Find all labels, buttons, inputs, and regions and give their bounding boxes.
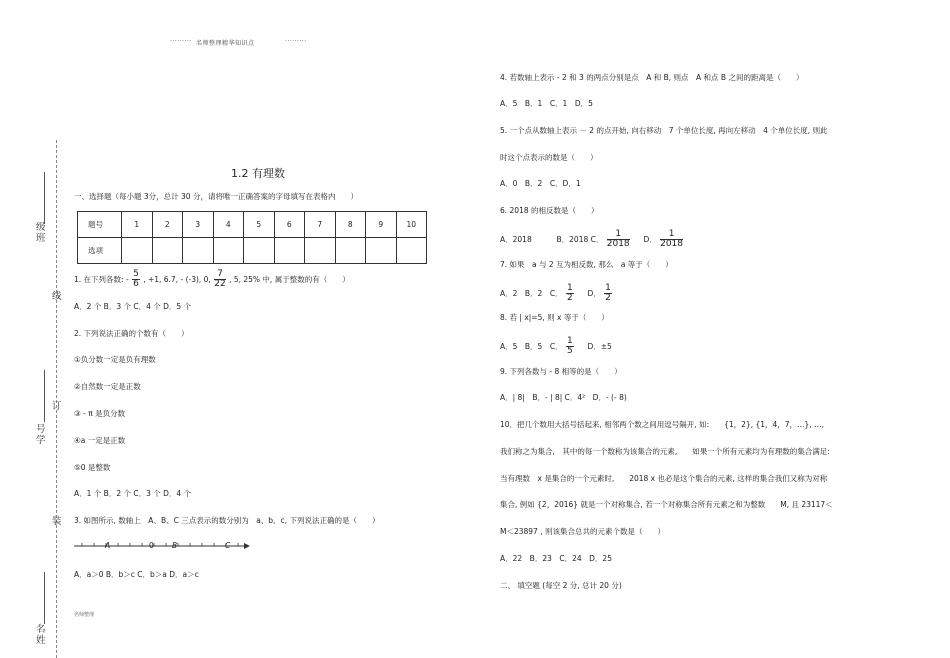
side-label-line: 线 xyxy=(52,291,62,302)
question-6: 6. 2018 的相反数是（ ） xyxy=(500,206,599,215)
q8-option-abc: A．5 B．5 C． xyxy=(500,341,563,351)
table-cell: 8 xyxy=(335,212,366,238)
question-4: 4. 若数轴上表示 - 2 和 3 的两点分别是点 A 和 B, 则点 A 和点 B 之间的距离是（ ） xyxy=(500,73,804,82)
binding-line xyxy=(44,572,45,624)
question-10-line-1: 10．把几个数用大括号括起来, 相邻两个数之间用逗号隔开, 如: {1，2}, {1，4，7，…}, …, xyxy=(500,420,824,429)
q7-option-d: D． xyxy=(587,288,601,298)
q2-options: A．1 个 B．2 个 C．3 个 D．4 个 xyxy=(74,489,192,498)
q6-option-a: A．2018 xyxy=(500,234,532,244)
question-7: 7. 如果 a 与 2 互为相反数, 那么 a 等于（ ） xyxy=(500,260,673,269)
table-header-label: 题号 xyxy=(78,212,122,238)
fraction xyxy=(607,230,630,250)
fraction xyxy=(214,270,225,290)
question-10-line-2: 我们称之为集合, 其中的每一个数称为该集合的元素, 如果一个所有元素均为有理数的集合满足: xyxy=(500,447,830,456)
numerator: 5 xyxy=(133,269,139,279)
denominator: 5 xyxy=(566,346,573,357)
side-label-zhuang: 装 xyxy=(52,516,62,527)
question-2: 2. 下列说法正确的个数有（ ） xyxy=(74,329,189,338)
q7-options xyxy=(500,284,613,304)
table-cell: 4 xyxy=(213,212,244,238)
q2-statement-1: ①负分数一定是负有理数 xyxy=(74,355,156,364)
answer-cell[interactable] xyxy=(274,238,305,264)
q8-option-d: D．±5 xyxy=(587,341,612,351)
answer-cell[interactable] xyxy=(122,238,153,264)
answer-cell[interactable] xyxy=(152,238,183,264)
answer-cell[interactable] xyxy=(244,238,275,264)
q2-statement-2: ②自然数一定是正数 xyxy=(74,382,141,391)
table-cell: 9 xyxy=(366,212,397,238)
side-label-ding: 订 xyxy=(52,401,62,412)
binding-line xyxy=(44,370,45,422)
answer-cell[interactable] xyxy=(366,238,397,264)
q2-statement-5: ⑤0 是整数 xyxy=(74,463,111,472)
denominator: 22 xyxy=(214,279,226,290)
section-1-heading: 一、选择题（每小题 3分，总计 30 分，请将唯一正确答案的字母填写在表格内 ） xyxy=(74,192,358,201)
answer-cell[interactable] xyxy=(396,238,427,264)
question-10-line-4: 集合, 例如 {2，2016} 就是一个对称集合, 若一个对称集合所有元素之和为整数 M, 且 23117＜ xyxy=(500,500,833,509)
point-label-origin: 0 xyxy=(149,541,154,550)
q10-options: A．22 B．23 C．24 D．25 xyxy=(500,554,612,563)
q9-options: A．| 8| B．- | 8| C．4² D．- (- 8) xyxy=(500,393,627,402)
q8-options xyxy=(500,337,612,357)
q1-options: A．2 个 B．3 个 C．4 个 D．5 个 xyxy=(74,302,192,311)
fraction xyxy=(660,230,683,250)
q2-statement-4: ④a 一定是正数 xyxy=(74,436,126,445)
q1-text-pre: 1. 在下列各数: - xyxy=(74,274,129,284)
page-title: 1.2 有理数 xyxy=(231,167,285,180)
q3-options: A．a＞0 B．b＞c C．b＞a D．a＞c xyxy=(74,570,199,579)
denominator: 2 xyxy=(605,293,611,304)
numerator: 1 xyxy=(660,230,683,240)
side-label-number: 号学 xyxy=(36,424,46,446)
table-cell: 2 xyxy=(152,212,183,238)
q6-option-d: D． xyxy=(643,234,657,244)
question-1 xyxy=(74,270,350,290)
numerator: 1 xyxy=(566,283,573,293)
q7-option-abc: A．2 B．2 C． xyxy=(500,288,563,298)
numerator: 7 xyxy=(214,270,225,280)
answer-cell[interactable] xyxy=(305,238,336,264)
q4-options: A．5 B．1 C．1 D．5 xyxy=(500,99,593,108)
denominator: 2018 xyxy=(660,239,684,250)
question-8: 8. 若 | x|=5, 则 x 等于（ ） xyxy=(500,313,609,322)
q6-options xyxy=(500,230,684,250)
fraction xyxy=(132,270,140,290)
table-cell: 3 xyxy=(183,212,214,238)
denominator: 2018 xyxy=(606,239,630,250)
q1-text-mid: , +1, 6.7, - (-3), 0, xyxy=(143,274,211,284)
header-dots-right: ········· xyxy=(285,38,307,45)
footer-text: 名师整理 xyxy=(74,612,95,618)
header-text: 名师整理精华知识点 xyxy=(196,40,255,47)
numerator: 1 xyxy=(605,283,611,293)
binding-line xyxy=(44,172,45,224)
table-cell: 10 xyxy=(396,212,427,238)
fraction xyxy=(604,284,612,304)
section-2-heading: 二、 填空题 (每空 2 分, 总计 20 分) xyxy=(500,581,622,590)
question-10-line-3: 当有理数 x 是集合的一个元素时, 2018 x 也必是这个集合的元素, 这样的集合我们又称为对称 xyxy=(500,474,828,483)
question-10-line-5: M＜23897 , 则该集合总共的元素个数是（ ） xyxy=(500,527,665,536)
header-dots-left: ········· xyxy=(170,38,192,45)
question-9: 9. 下列各数与 - 8 相等的是（ ） xyxy=(500,367,622,376)
numerator: 1 xyxy=(607,230,630,240)
q1-text-post: , 5, 25% 中, 属于整数的有（ ） xyxy=(229,274,350,284)
table-cell: 5 xyxy=(244,212,275,238)
table-row xyxy=(78,212,427,238)
q5-options: A．0 B．2 C．D．1 xyxy=(500,179,581,188)
numerator: 1 xyxy=(566,336,573,346)
denominator: 2 xyxy=(566,293,573,304)
table-cell: 7 xyxy=(305,212,336,238)
table-cell: 6 xyxy=(274,212,305,238)
answer-cell[interactable] xyxy=(335,238,366,264)
answer-cell[interactable] xyxy=(213,238,244,264)
side-label-name: 名姓 xyxy=(36,624,46,646)
fraction xyxy=(566,284,574,304)
side-label-class: 级班 xyxy=(36,222,46,244)
point-label-a: A xyxy=(105,541,111,550)
answer-table xyxy=(77,211,427,264)
point-label-b: B xyxy=(172,541,178,550)
point-label-c: C xyxy=(225,541,231,550)
table-row xyxy=(78,238,427,264)
denominator: 6 xyxy=(133,279,139,290)
answer-cell[interactable] xyxy=(183,238,214,264)
q6-option-b: B．2018 C． xyxy=(556,234,604,244)
q2-statement-3: ③ - π 是负分数 xyxy=(74,409,126,418)
question-5-line-2: 时这个点表示的数是（ ） xyxy=(500,153,598,162)
question-3: 3. 如图所示, 数轴上 A、B、C 三点表示的数分别为 a、b、c, 下列说法正确的是（ ） xyxy=(74,516,380,525)
table-answer-label: 选项 xyxy=(78,238,122,264)
fraction xyxy=(566,337,574,357)
question-5-line-1: 5. 一个点从数轴上表示 － 2 的点开始, 向右移动 7 个单位长度, 再向左移动 4 个单位长度, 则此 xyxy=(500,126,828,135)
table-cell: 1 xyxy=(122,212,153,238)
